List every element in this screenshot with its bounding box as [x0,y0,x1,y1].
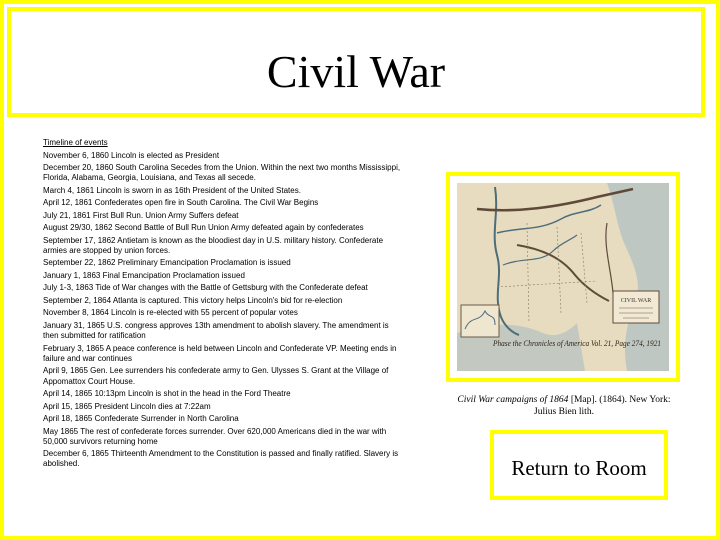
civil-war-map-image [457,183,669,371]
timeline-event: February 3, 1865 A peace conference is held between Lincoln and Confederate VP. Meeting ends in failure and war continues [43,343,397,363]
timeline-event: April 18, 1865 Confederate Surrender in North Carolina [43,414,239,424]
timeline-event: April 9, 1865 Gen. Lee surrenders his confederate army to Gen. Ulysses S. Grant at the Village of Appomattox Court House. [43,366,389,386]
timeline-event: December 20, 1860 South Carolina Secedes from the Union. Within the next two months Mississippi, Florida, Alabama, Georgia, Louisiana, and Texas all secede. [43,163,401,183]
return-to-room-label: Return to Room [511,456,647,480]
timeline-event: January 1, 1863 Final Emancipation Proclamation issued [43,270,245,280]
map-caption-source: [Map]. (1864). New York: Julius Bien lith. [534,395,671,417]
timeline-event: November 6, 1860 Lincoln is elected as President [43,150,220,160]
timeline-event: December 6, 1865 Thirteenth Amendment to the Constitution is passed and finally ratified. Slavery is abolished. [43,449,399,469]
timeline-event: November 8, 1864 Lincoln is re-elected with 55 percent of popular votes [43,308,298,318]
timeline-event: July 1-3, 1863 Tide of War changes with the Battle of Gettsburg with the Confederate defeat [43,283,368,293]
title-box [7,7,705,117]
timeline-event: January 31, 1865 U.S. congress approves 13th amendment to abolish slavery. The amendment is then submitted for ratification [43,320,389,341]
map-frame [446,172,680,382]
map-illustration [457,183,669,371]
map-caption-title: Civil War campaigns of 1864 [457,395,569,405]
timeline-event: September 17, 1862 Antietam is known as the bloodiest day in U.S. military history. Confederate armies are stopped by union forces. [43,235,384,255]
timeline-event: April 12, 1861 Confederates open fire in South Carolina. The Civil War Begins [43,198,319,208]
timeline-event: May 1865 The rest of confederate forces surrender. Over 620,000 Americans died in the war with 50,000 survivors returning home [43,426,387,446]
timeline-event: April 15, 1865 President Lincoln dies at 7:22am [43,401,211,411]
map-inscription: Phase the Chronicles of America Vol. 21, Page 274, 1921 [492,339,661,348]
timeline-heading: Timeline of events [43,138,108,147]
timeline-event: August 29/30, 1862 Second Battle of Bull Run Union Army defeated again by confederates [43,223,364,233]
page-title: Civil War [266,46,446,97]
timeline-event: March 4, 1861 Lincoln is sworn in as 16th President of the United States. [43,185,301,195]
map-caption [452,394,676,418]
return-to-room-button[interactable] [490,430,668,500]
timeline-list [43,138,401,472]
timeline-event: September 22, 1862 Preliminary Emancipation Proclamation is issued [43,258,291,268]
map-cartouche-title: CIVIL WAR [620,298,652,304]
timeline-event: July 21, 1861 First Bull Run. Union Army Suffers defeat [43,210,239,220]
timeline-event: April 14, 1865 10:13pm Lincoln is shot in the head in the Ford Theatre [43,389,291,399]
timeline-event: September 2, 1864 Atlanta is captured. This victory helps Lincoln's bid for re-election [43,295,343,305]
